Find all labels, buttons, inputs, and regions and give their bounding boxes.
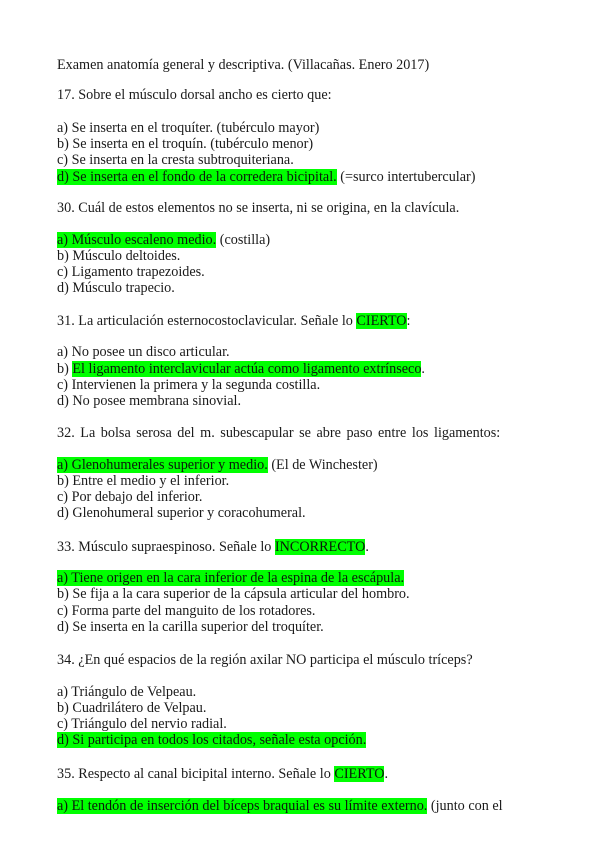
question-34-option-c: c) Triángulo del nervio radial. [57, 716, 227, 732]
option-letter: b) [57, 361, 73, 377]
question-32-option-a [57, 457, 378, 473]
stem-text: 35. Respecto al canal bicipital interno. Señale lo [57, 766, 335, 782]
question-32-option-d: d) Glenohumeral superior y coracohumeral. [57, 505, 306, 521]
question-33-option-b: b) Se fija a la cara superior de la cápsula articular del hombro. [57, 586, 410, 602]
question-34-option-d [57, 732, 366, 748]
question-30-option-a [57, 232, 270, 248]
stem-suffix: . [384, 766, 389, 782]
question-30-option-c: c) Ligamento trapezoides. [57, 264, 205, 280]
question-17-option-a: a) Se inserta en el troquíter. (tubérculo mayor) [57, 120, 320, 136]
document-title: Examen anatomía general y descriptiva. (Villacañas. Enero 2017) [57, 57, 430, 73]
question-32-option-b: b) Entre el medio y el inferior. [57, 473, 230, 489]
question-31-stem [57, 313, 410, 329]
question-17-stem: 17. Sobre el músculo dorsal ancho es cierto que: [57, 87, 332, 103]
question-35-option-a [57, 798, 503, 814]
stem-text: 31. La articulación esternocostoclavicular. Señale lo [57, 313, 357, 329]
question-33-stem [57, 539, 369, 555]
correct-answer-highlight: d) Si participa en todos los citados, señale esta opción. [57, 732, 367, 748]
stem-suffix: . [365, 539, 369, 555]
answer-note: (El de Winchester) [267, 457, 378, 473]
keyword-highlight: CIERTO [356, 313, 407, 329]
correct-answer-highlight: a) El tendón de inserción del bíceps braquial es su límite externo. [57, 798, 428, 814]
correct-answer-highlight: a) Tiene origen en la cara inferior de la espina de la escápula. [57, 570, 405, 586]
correct-answer-highlight: a) Músculo escaleno medio. [57, 232, 217, 248]
question-35-stem [57, 766, 388, 782]
question-32-stem: 32. La bolsa serosa del m. subescapular se abre paso entre los ligamentos: [57, 425, 501, 441]
question-30-stem: 30. Cuál de estos elementos no se inserta, ni se origina, en la clavícula. [57, 200, 460, 216]
question-33-option-c: c) Forma parte del manguito de los rotadores. [57, 603, 316, 619]
correct-answer-highlight: d) Se inserta en el fondo de la corredera bicipital. [57, 169, 337, 185]
question-31-option-d: d) No posee membrana sinovial. [57, 393, 241, 409]
answer-note: (junto con el [427, 798, 503, 814]
question-34-stem: 34. ¿En qué espacios de la región axilar NO participa el músculo tríceps? [57, 652, 473, 668]
question-31-option-b [57, 361, 425, 377]
question-34-option-b: b) Cuadrilátero de Velpau. [57, 700, 207, 716]
stem-text: 33. Músculo supraespinoso. Señale lo [57, 539, 275, 555]
question-17-option-b: b) Se inserta en el troquín. (tubérculo menor) [57, 136, 314, 152]
stem-suffix: : [406, 313, 411, 329]
question-30-option-b: b) Músculo deltoides. [57, 248, 181, 264]
keyword-highlight: CIERTO [334, 766, 385, 782]
question-33-option-a [57, 570, 404, 586]
question-30-option-d: d) Músculo trapecio. [57, 280, 175, 296]
correct-answer-highlight: El ligamento interclavicular actúa como ligamento extrínseco [72, 361, 422, 377]
keyword-highlight: INCORRECTO [274, 539, 366, 555]
question-17-option-d [57, 169, 475, 185]
question-34-option-a: a) Triángulo de Velpeau. [57, 684, 197, 700]
question-17-option-c: c) Se inserta en la cresta subtroquiteriana. [57, 152, 294, 168]
question-32-option-c: c) Por debajo del inferior. [57, 489, 203, 505]
option-suffix: . [421, 361, 425, 377]
question-33-option-d: d) Se inserta en la carilla superior del troquíter. [57, 619, 324, 635]
question-31-option-a: a) No posee un disco articular. [57, 344, 230, 360]
question-31-option-c: c) Intervienen la primera y la segunda costilla. [57, 377, 321, 393]
answer-note: (=surco intertubercular) [336, 169, 476, 185]
correct-answer-highlight: a) Glenohumerales superior y medio. [57, 457, 268, 473]
answer-note: (costilla) [216, 232, 271, 248]
